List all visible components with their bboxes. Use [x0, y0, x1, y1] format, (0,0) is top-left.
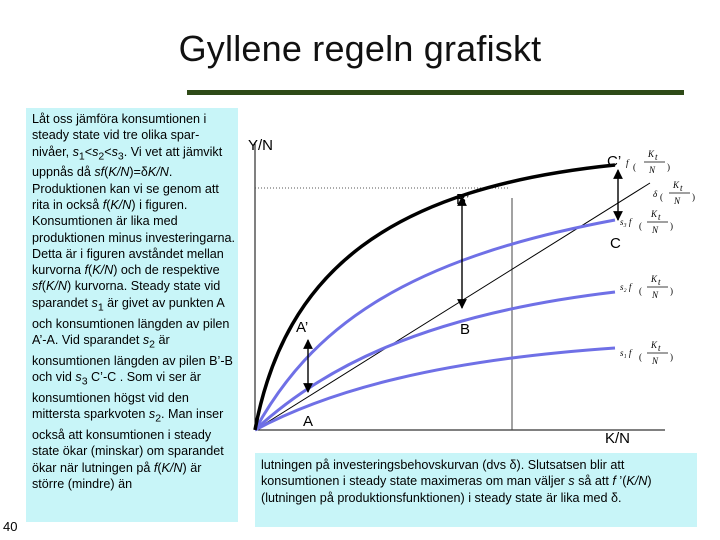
svg-text:f: f: [626, 158, 629, 168]
conclusion-panel: [255, 453, 697, 527]
label-c: C: [610, 235, 621, 252]
svg-text:N: N: [652, 290, 659, 300]
saving-curve-s2: [255, 292, 615, 430]
svg-text:K: K: [651, 274, 658, 284]
explanation-panel: [26, 108, 238, 522]
saving-curve-s3: [255, 220, 615, 430]
formula-f: [626, 149, 670, 175]
svg-text:K: K: [648, 149, 655, 159]
svg-text:(: (: [660, 192, 663, 202]
formula-s2: [620, 274, 673, 300]
svg-text:N: N: [674, 196, 681, 206]
svg-text:N: N: [649, 165, 656, 175]
svg-text:s₂ f: s₂ f: [620, 282, 632, 292]
svg-text:K: K: [673, 180, 680, 190]
svg-text:): ): [667, 162, 670, 172]
svg-text:(: (: [639, 286, 642, 296]
svg-text:K: K: [651, 340, 658, 350]
depreciation-line: [255, 183, 650, 430]
label-a-prime: A’: [296, 319, 309, 336]
svg-text:s₃ f: s₃ f: [620, 217, 632, 227]
formula-s3: [620, 209, 673, 235]
explanation-text: Låt oss jämföra konsumtionen i steady state vid tre olika spar-nivåer, $s_1<s_2<s_3$. Vi vet att jämvikt uppnås då sf(K/N)=δK/N. Produktionen kan vi se genom att rita in också f(K/N) i figuren. Konsumtionen är lika med produktionen minus investeringarna. Detta är i figuren avståndet mellan kurvorna f(K/N) och de respektive sf(K/N) kurvorna. Steady state vid sparandet $s_1$ är givet av punkten A och konsumtionen längden av pilen A’-A. Vid sparandet $s_2$ är konsumtionen längden av pilen B’-B och vid $s_3$ C’-C . Som vi ser är konsumtionen högst vid den mittersta sparkvoten $s_2$. Man inser också att konsumtionen i steady state ökar (minskar) om sparandet ökar när lutningen på f(K/N) är större (mindre) än: [32, 112, 236, 491]
svg-text:(: (: [639, 352, 642, 362]
svg-text:s₁ f: s₁ f: [620, 348, 632, 358]
conclusion-text: lutningen på investeringsbehovskurvan (dvs δ). Slutsatsen blir att konsumtionen i steady state maximeras om man väljer s så att f ’(K/N) (lutningen på produktionsfunktionen) i steady state är lika med δ.: [261, 458, 652, 505]
page-number: 40: [3, 519, 18, 534]
svg-text:N: N: [652, 356, 659, 366]
slide-title: Gyllene regeln grafiskt: [178, 28, 542, 69]
svg-text:t: t: [680, 183, 683, 193]
svg-text:t: t: [658, 343, 661, 353]
title-divider: [187, 90, 684, 95]
formula-s1: [620, 340, 673, 366]
production-curve: [255, 165, 615, 430]
label-b-prime: B’: [456, 191, 470, 208]
svg-text:N: N: [652, 225, 659, 235]
label-c-prime: C’: [607, 153, 622, 170]
svg-text:): ): [692, 192, 695, 202]
svg-text:t: t: [655, 152, 658, 162]
x-axis-label: K/N: [605, 430, 631, 447]
svg-text:t: t: [658, 212, 661, 222]
svg-text:(: (: [639, 221, 642, 231]
svg-text:): ): [670, 286, 673, 296]
label-a: A: [303, 413, 314, 430]
svg-text:): ): [670, 352, 673, 362]
golden-rule-diagram: [240, 120, 715, 455]
svg-text:δ: δ: [653, 189, 658, 199]
label-b: B: [460, 321, 471, 338]
formula-delta: [653, 180, 695, 206]
y-axis-label: Y/N: [248, 137, 274, 154]
svg-text:): ): [670, 221, 673, 231]
svg-text:t: t: [658, 277, 661, 287]
svg-text:(: (: [633, 162, 636, 172]
svg-text:K: K: [651, 209, 658, 219]
